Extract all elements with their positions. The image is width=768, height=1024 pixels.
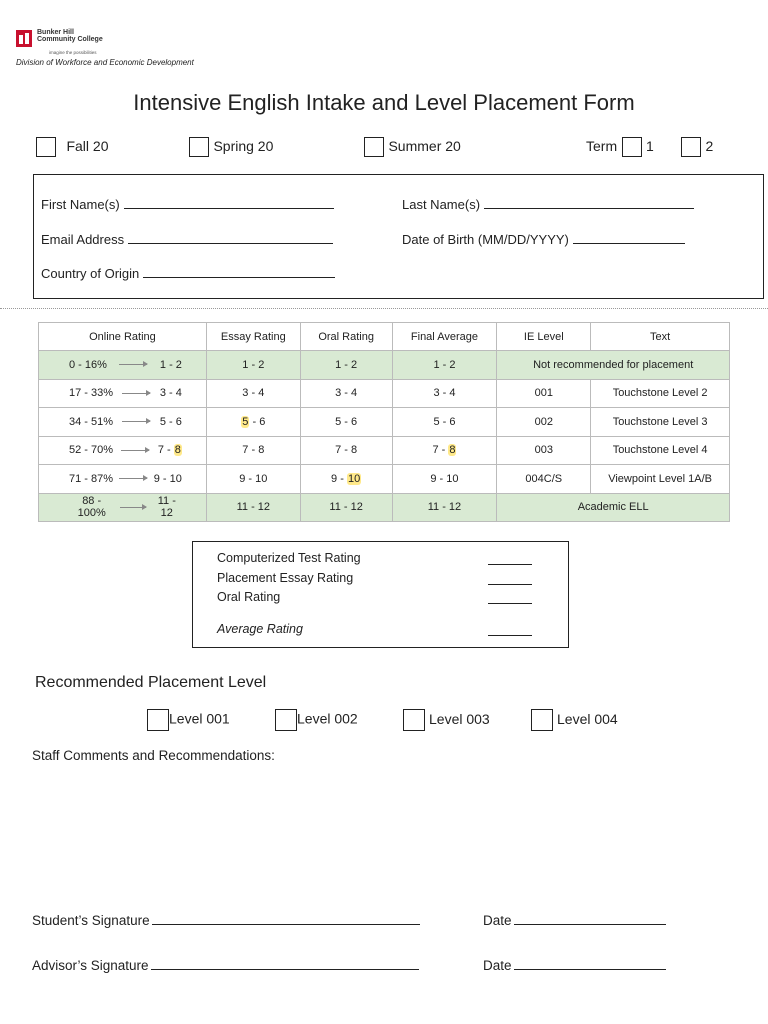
oral-cell: 11 - 12 [300, 493, 392, 522]
level-001-checkbox[interactable] [147, 709, 169, 731]
final-cell: 11 - 12 [392, 493, 497, 522]
advisor-signature-field[interactable] [32, 958, 419, 973]
dob-label: Date of Birth (MM/DD/YYYY) [402, 232, 569, 247]
ie-level-cell: 004C/S [497, 465, 591, 494]
ratings-summary-box [192, 541, 569, 648]
arrow-icon [122, 393, 150, 394]
division-name: Division of Workforce and Economic Development [16, 58, 194, 67]
essay-cell: 1 - 2 [206, 351, 300, 380]
header-oral: Oral Rating [300, 323, 392, 351]
college-tagline: imagine the possibilities [49, 50, 97, 55]
level-004-checkbox[interactable] [531, 709, 553, 731]
term2-label: 2 [705, 138, 714, 155]
text-cell: Touchstone Level 3 [591, 408, 730, 437]
header-ie-level: IE Level [497, 323, 591, 351]
arrow-icon [122, 421, 150, 422]
oral-cell: 3 - 4 [300, 379, 392, 408]
table-header-row [39, 323, 730, 351]
oral-cell: 5 - 6 [300, 408, 392, 437]
first-name-label: First Name(s) [41, 197, 120, 212]
oral-cell: 9 - 10 [300, 465, 392, 494]
term-spring[interactable] [189, 137, 273, 157]
level-003-checkbox[interactable] [403, 709, 425, 731]
term-summer[interactable] [364, 137, 461, 157]
term1-label: 1 [646, 138, 654, 155]
first-name-field[interactable] [41, 197, 334, 212]
oral-cell: 1 - 2 [300, 351, 392, 380]
rating-table [38, 322, 730, 522]
email-field[interactable] [41, 232, 333, 247]
college-logo [16, 22, 216, 72]
arrow-icon [119, 364, 147, 365]
level-001-option[interactable] [147, 709, 230, 731]
staff-comments-label: Staff Comments and Recommendations: [32, 748, 275, 763]
advisor-signature-label: Advisor’s Signature [32, 958, 149, 973]
final-cell: 5 - 6 [392, 408, 497, 437]
table-row [39, 408, 730, 437]
table-row [39, 436, 730, 465]
student-signature-label: Student’s Signature [32, 913, 150, 928]
level-002-label: Level 002 [297, 710, 358, 727]
online-cell: 88 - 100% 11 - 12 [39, 493, 207, 522]
ie-level-cell: 001 [497, 379, 591, 408]
final-cell: 3 - 4 [392, 379, 497, 408]
online-cell: 52 - 70% 7 - 8 [39, 436, 207, 465]
average-rating-blank[interactable] [488, 635, 532, 636]
level-003-option[interactable] [403, 709, 490, 731]
table-row [39, 465, 730, 494]
header-final: Final Average [392, 323, 497, 351]
final-cell: 1 - 2 [392, 351, 497, 380]
spring-label: Spring 20 [213, 138, 274, 155]
text-cell: Touchstone Level 2 [591, 379, 730, 408]
fall-label: Fall 20 [66, 138, 109, 155]
ie-level-cell: 003 [497, 436, 591, 465]
level-001-label: Level 001 [169, 710, 230, 727]
dob-field[interactable] [402, 232, 685, 247]
table-row [39, 351, 730, 380]
level-004-label: Level 004 [557, 710, 618, 727]
arrow-icon [121, 450, 149, 451]
term-2[interactable] [681, 137, 713, 157]
term2-checkbox[interactable] [681, 137, 701, 157]
form-title: Intensive English Intake and Level Placement Form [133, 90, 635, 115]
final-cell: 7 - 8 [392, 436, 497, 465]
oral-rating-label: Oral Rating [217, 590, 281, 604]
college-logo-mark [16, 30, 32, 47]
oral-cell: 7 - 8 [300, 436, 392, 465]
computerized-rating-label: Computerized Test Rating [217, 551, 361, 565]
table-row [39, 493, 730, 522]
term-1[interactable] [586, 137, 654, 157]
online-cell: 17 - 33% 3 - 4 [39, 379, 207, 408]
text-cell: Touchstone Level 4 [591, 436, 730, 465]
student-date-label: Date [483, 913, 512, 928]
table-row [39, 379, 730, 408]
fall-checkbox[interactable] [36, 137, 56, 157]
last-name-field[interactable] [402, 197, 694, 212]
college-name: Bunker Hill Community College [37, 29, 103, 43]
header-text: Text [591, 323, 730, 351]
essay-cell: 5 - 6 [206, 408, 300, 437]
arrow-icon [119, 478, 147, 479]
summer-checkbox[interactable] [364, 137, 384, 157]
essay-rating-label: Placement Essay Rating [217, 571, 354, 585]
advisor-date-label: Date [483, 958, 512, 973]
student-date-field[interactable] [483, 913, 666, 928]
student-info-box [33, 174, 764, 299]
header-essay: Essay Rating [206, 323, 300, 351]
header-online: Online Rating [39, 323, 207, 351]
recommended-heading: Recommended Placement Level [35, 674, 267, 691]
term-fall[interactable] [36, 137, 108, 157]
arrow-icon [120, 507, 145, 508]
country-field[interactable] [41, 266, 335, 281]
essay-cell: 11 - 12 [206, 493, 300, 522]
text-cell: Viewpoint Level 1A/B [591, 465, 730, 494]
oral-rating-blank[interactable] [488, 603, 532, 604]
essay-cell: 7 - 8 [206, 436, 300, 465]
country-label: Country of Origin [41, 266, 140, 281]
email-label: Email Address [41, 232, 125, 247]
essay-cell: 3 - 4 [206, 379, 300, 408]
term-label: Term [586, 138, 618, 155]
placement-cell: Not recommended for placement [497, 351, 730, 380]
level-003-label: Level 003 [429, 710, 490, 727]
computerized-rating-blank[interactable] [488, 564, 532, 565]
average-rating-label: Average Rating [217, 622, 303, 636]
essay-cell: 9 - 10 [206, 465, 300, 494]
ie-level-cell: 002 [497, 408, 591, 437]
last-name-label: Last Name(s) [402, 197, 481, 212]
student-signature-field[interactable] [32, 913, 420, 928]
online-cell: 0 - 16% 1 - 2 [39, 351, 207, 380]
online-cell: 34 - 51% 5 - 6 [39, 408, 207, 437]
final-cell: 9 - 10 [392, 465, 497, 494]
spring-checkbox[interactable] [189, 137, 209, 157]
advisor-date-field[interactable] [483, 958, 666, 973]
level-002-checkbox[interactable] [275, 709, 297, 731]
level-004-option[interactable] [531, 709, 618, 731]
term1-checkbox[interactable] [622, 137, 642, 157]
placement-cell: Academic ELL [497, 493, 730, 522]
essay-rating-blank[interactable] [488, 584, 532, 585]
section-divider [0, 308, 768, 309]
level-002-option[interactable] [275, 709, 358, 731]
summer-label: Summer 20 [388, 138, 461, 155]
online-cell: 71 - 87% 9 - 10 [39, 465, 207, 494]
